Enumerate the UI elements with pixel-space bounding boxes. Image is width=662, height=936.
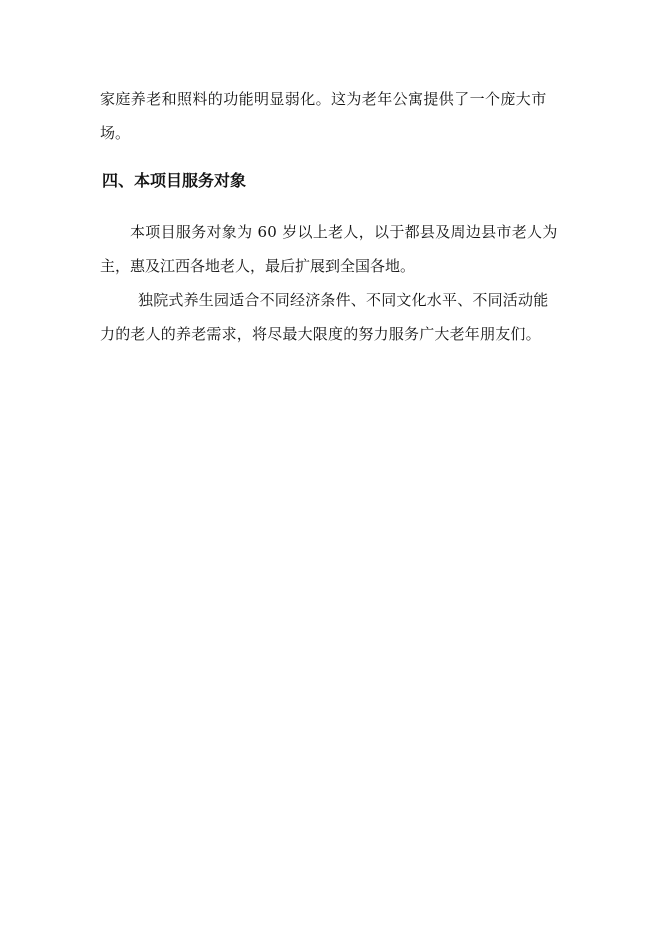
- section-heading: 四、本项目服务对象: [102, 171, 247, 190]
- paragraph-3-line-2: 力的老人的养老需求，将尽最大限度的努力服务广大老年朋友们。: [100, 325, 541, 343]
- paragraph-2-line-1: 本项目服务对象为 60 岁以上老人，以于都县及周边县市老人为: [130, 223, 558, 241]
- paragraph-3-line-1: 独院式养生园适合不同经济条件、不同文化水平、不同活动能: [138, 291, 549, 309]
- paragraph-2-line-2: 主，惠及江西各地老人，最后扩展到全国各地。: [100, 257, 416, 275]
- paragraph-1-line-1: 家庭养老和照料的功能明显弱化。这为老年公寓提供了一个庞大市: [100, 90, 547, 108]
- paragraph-1-line-2: 场。: [100, 124, 131, 142]
